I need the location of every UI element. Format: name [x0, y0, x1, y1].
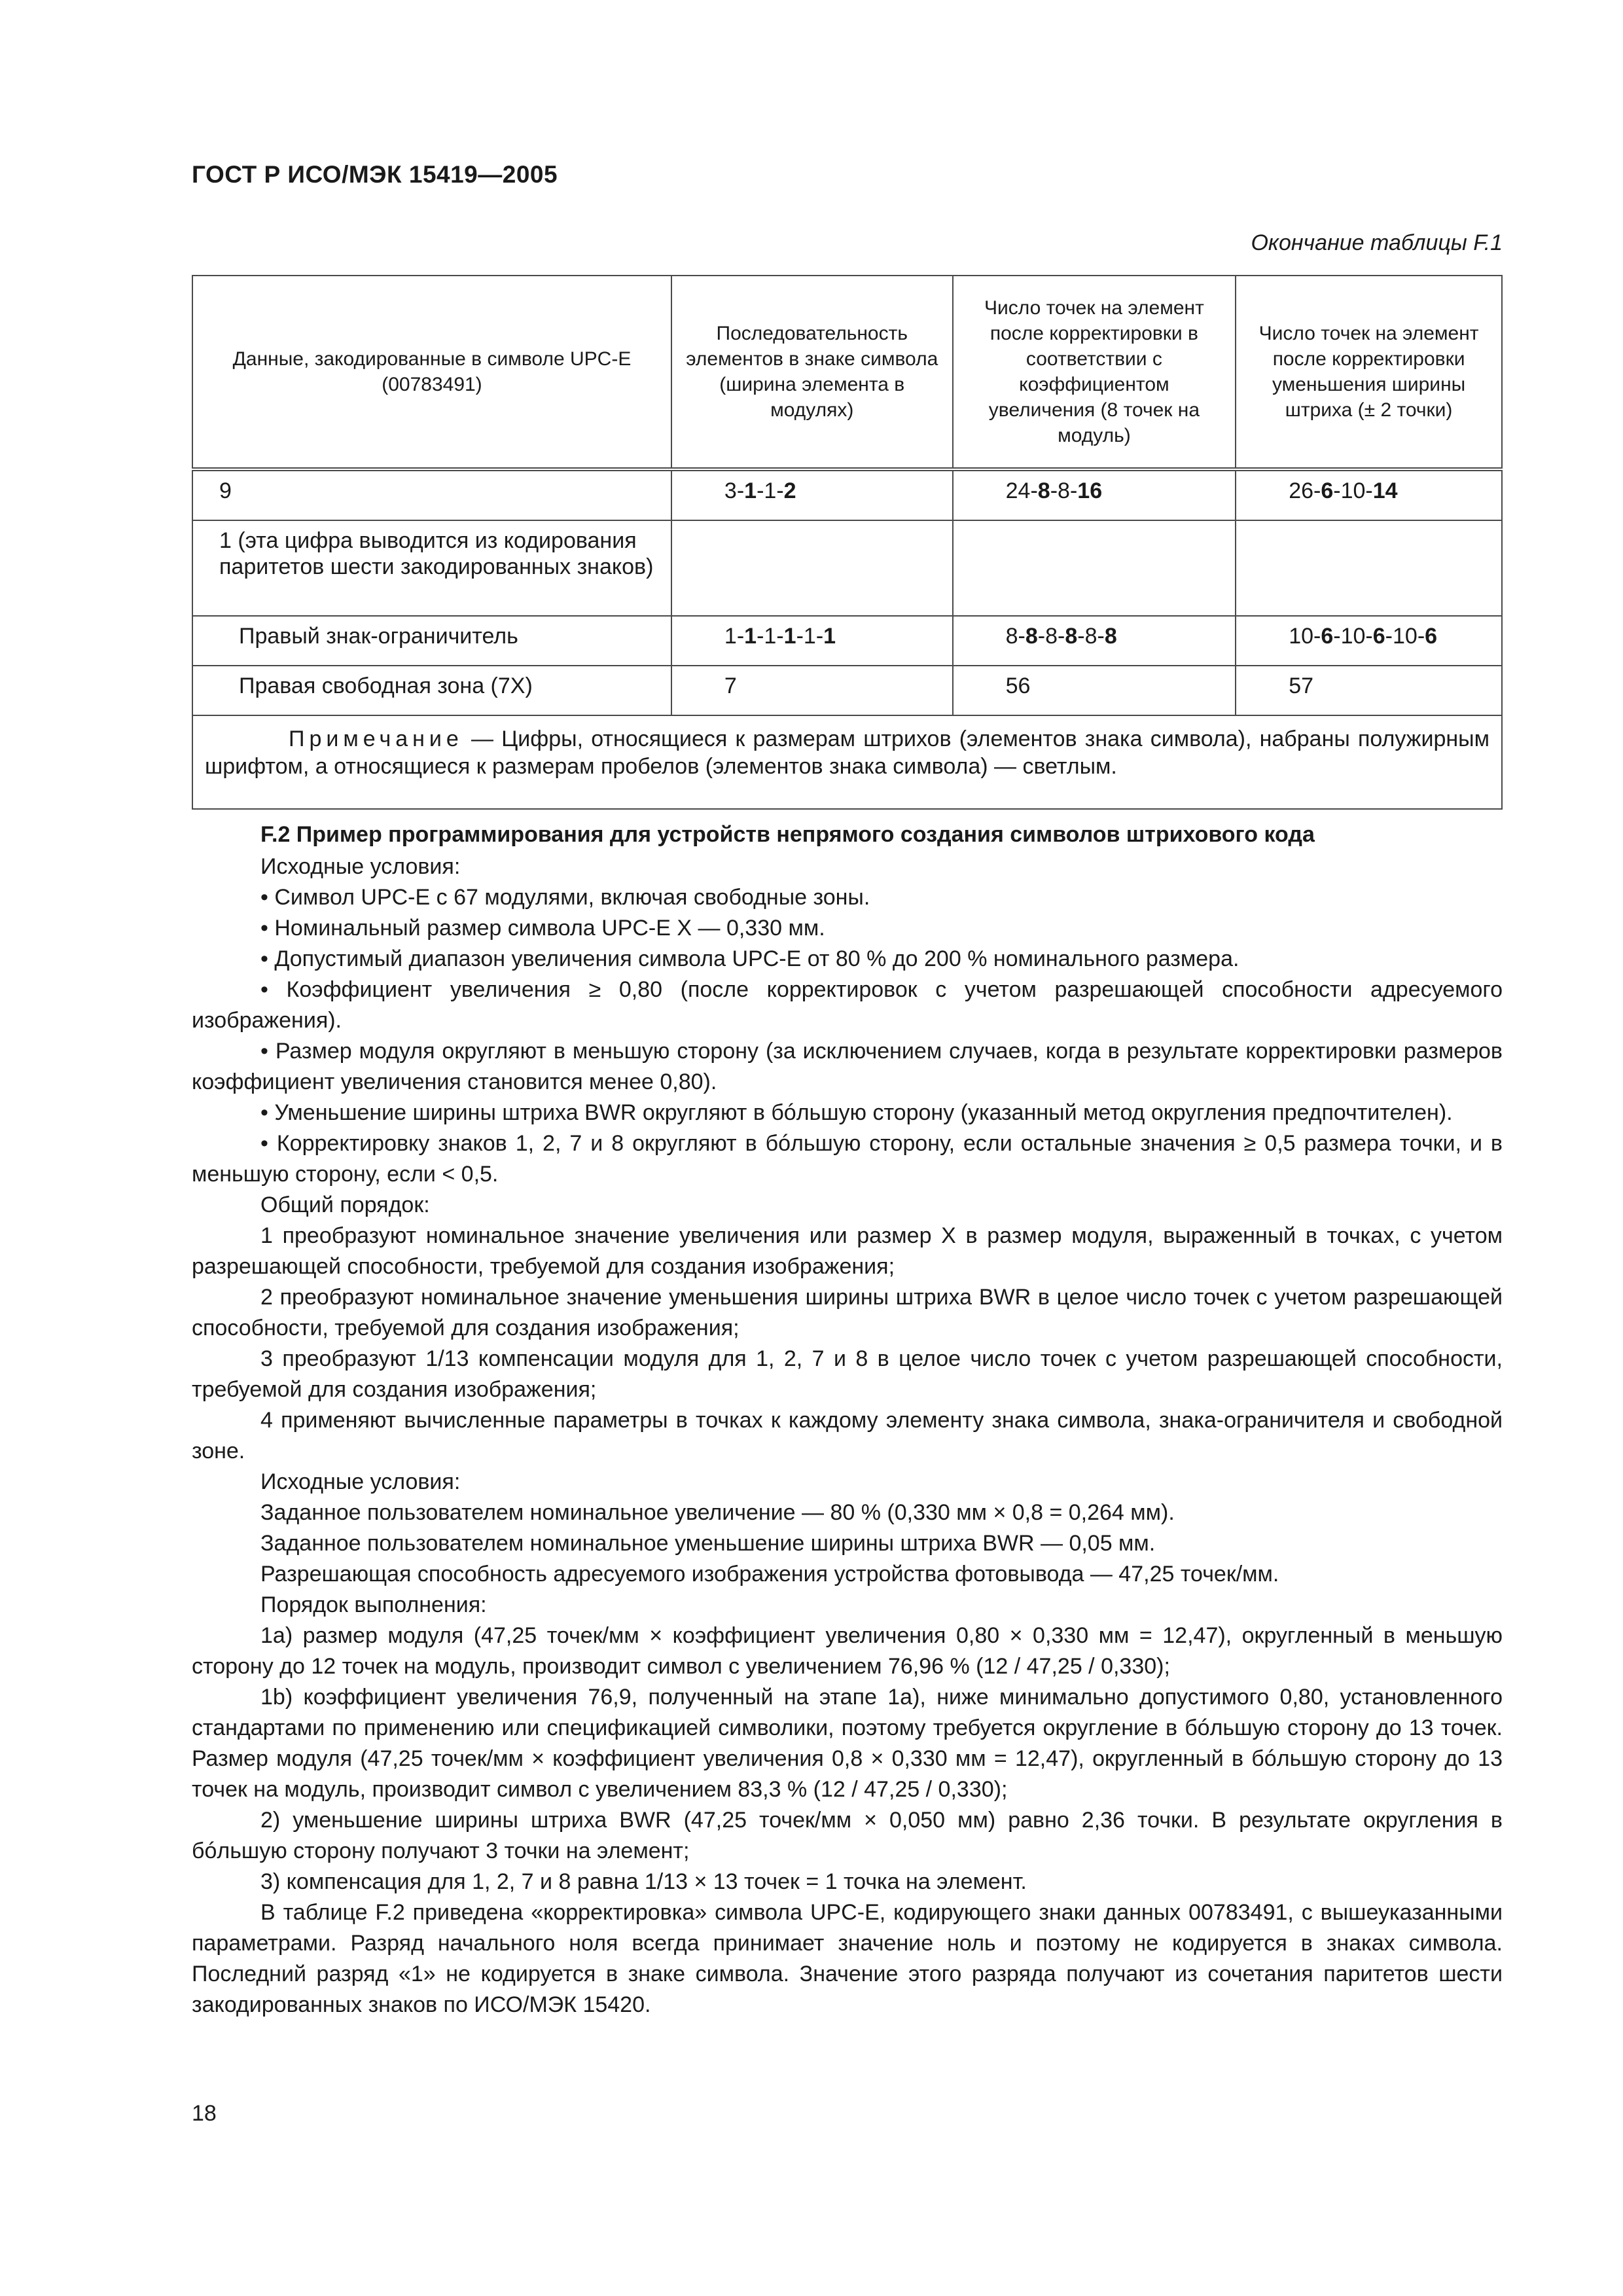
space-value: 1	[764, 478, 777, 503]
bar-value: 6	[1321, 478, 1334, 503]
paragraph: Заданное пользователем номинальное уменьшение ширины штриха BWR — 0,05 мм.	[260, 1531, 1156, 1556]
bar-value: 16	[1077, 478, 1103, 503]
space-value: 8	[1058, 478, 1070, 503]
table-cell: Правая свободная зона (7X)	[192, 666, 671, 715]
table-cell	[953, 520, 1236, 616]
list-item: 1 преобразуют номинальное значение увеличения или размер X в размер модуля, выраженный в точках, с учетом разрешающей способности, требуемой для создания изображения;	[192, 1223, 1503, 1279]
space-value: 10	[1340, 624, 1366, 649]
bar-value: 8	[1065, 624, 1078, 649]
bar-value: 8	[1025, 624, 1038, 649]
space-value: 8	[1045, 624, 1058, 649]
paragraph: Заданное пользователем номинальное увеличение — 80 % (0,330 мм × 0,8 = 0,264 мм).	[260, 1500, 1175, 1525]
space-value: 26	[1289, 478, 1314, 503]
table-cell	[1236, 520, 1502, 616]
bar-value: 1	[744, 478, 757, 503]
space-value: 10	[1393, 624, 1418, 649]
table-cell: 26-6-10-14	[1236, 469, 1502, 520]
section-title: F.2 Пример программирования для устройств непрямого создания символов штрихового кода	[260, 822, 1315, 847]
table-cell: 57	[1236, 666, 1502, 715]
space-value: 1	[724, 624, 737, 649]
bullet-item: • Номинальный размер символа UPC-E X — 0,330 мм.	[260, 916, 825, 941]
table-cell: 1-1-1-1-1-1	[671, 616, 953, 666]
bullet-item: • Корректировку знаков 1, 2, 7 и 8 округляют в бóльшую сторону, если остальные значения ≥ 0,5 размера точки, и в меньшую сторону, если < 0,5.	[192, 1131, 1503, 1187]
table-note	[192, 715, 1502, 809]
list-item: 4 применяют вычисленные параметры в точках к каждому элементу знака символа, знака-ограничителя и свободной зоне.	[192, 1408, 1503, 1463]
paragraph: Разрешающая способность адресуемого изображения устройства фотовывода — 47,25 точек/мм.	[260, 1562, 1279, 1587]
paragraph: В таблице F.2 приведена «корректировка» символа UPC-E, кодирующего знаки данных 00783491, с вышеуказанными параметрами. Разряд начального ноля всегда принимает значение ноль и поэтому не кодируется в знаках символа. Последний разряд «1» не кодируется в знаке символа. Значение этого разряда получают из сочетания паритетов шести закодированных знаков по ИСО/МЭК 15420.	[192, 1900, 1503, 2017]
table-cell: Правый знак-ограничитель	[192, 616, 671, 666]
bullet-item: • Символ UPC-E с 67 модулями, включая свободные зоны.	[260, 885, 870, 910]
table-cell: 7	[671, 666, 953, 715]
paragraph: Исходные условия:	[260, 854, 461, 879]
paragraph: Общий порядок:	[260, 1193, 430, 1217]
bar-value: 1	[744, 624, 757, 649]
table-cell: 24-8-8-16	[953, 469, 1236, 520]
table-header-row	[192, 276, 1502, 469]
column-header: Число точек на элемент после корректировки в соответствии с коэффициентом увеличения (8 точек на модуль)	[953, 276, 1236, 469]
space-value: 24	[1005, 478, 1031, 503]
bar-value: 1	[823, 624, 836, 649]
table-cell: 3-1-1-2	[671, 469, 953, 520]
column-header: Последовательность элементов в знаке символа (ширина элемента в модулях)	[671, 276, 953, 469]
table-row	[192, 520, 1502, 616]
table-f1	[192, 275, 1503, 810]
space-value: 10	[1340, 478, 1366, 503]
bar-value: 6	[1321, 624, 1334, 649]
bullet-item: • Размер модуля округляют в меньшую сторону (за исключением случаев, когда в результате корректировки размеров коэффициент увеличения становится менее 0,80).	[192, 1039, 1503, 1094]
table-caption: Окончание таблицы F.1	[1251, 230, 1503, 255]
space-value: 8	[1084, 624, 1097, 649]
table-cell: 1 (эта цифра выводится из кодирования паритетов шести закодированных знаков)	[192, 520, 671, 616]
table-row	[192, 469, 1502, 520]
list-item: 1b) коэффициент увеличения 76,9, полученный на этапе 1a), ниже минимально допустимого 0,80, установленного стандартами по применению или спецификацией символики, поэтому требуется округление в бóльшую сторону до 13 точек. Размер модуля (47,25 точек/мм × коэффициент увеличения 0,8 × 0,330 мм = 12,47), округленный в бóльшую сторону до 13 точек на модуль, производит символ с увеличением 83,3 % (12 / 47,25 / 0,330);	[192, 1685, 1503, 1802]
note-label: Примечание	[289, 726, 463, 751]
list-item: 1a) размер модуля (47,25 точек/мм × коэффициент увеличения 0,80 × 0,330 мм = 12,47), округленный в меньшую сторону до 12 точек на модуль, производит символ с увеличением 76,96 % (12 / 47,25 / 0,330);	[192, 1623, 1503, 1679]
bullet-item: • Коэффициент увеличения ≥ 0,80 (после корректировок с учетом разрешающей способности адресуемого изображения).	[192, 977, 1503, 1033]
table-cell: 10-6-10-6-10-6	[1236, 616, 1502, 666]
space-value: 8	[1005, 624, 1018, 649]
bar-value: 14	[1372, 478, 1398, 503]
list-item: 2) уменьшение ширины штриха BWR (47,25 точек/мм × 0,050 мм) равно 2,36 точки. В результате округления в бóльшую сторону получают 3 точки на элемент;	[192, 1808, 1503, 1863]
bar-value: 1	[783, 624, 796, 649]
document-header: ГОСТ Р ИСО/МЭК 15419—2005	[192, 161, 558, 188]
table-row	[192, 666, 1502, 715]
bar-value: 2	[783, 478, 796, 503]
table-row	[192, 616, 1502, 666]
bullet-item: • Уменьшение ширины штриха BWR округляют в бóльшую сторону (указанный метод округления предпочтителен).	[260, 1100, 1453, 1125]
page-number: 18	[192, 2101, 217, 2126]
table-note-row	[192, 715, 1502, 809]
table-cell	[671, 520, 953, 616]
document-page	[192, 0, 1503, 2296]
bar-value: 8	[1104, 624, 1117, 649]
bar-value: 8	[1037, 478, 1050, 503]
space-value: 10	[1289, 624, 1314, 649]
column-header: Число точек на элемент после корректировки уменьшения ширины штриха (± 2 точки)	[1236, 276, 1502, 469]
space-value: 3	[724, 478, 737, 503]
bar-value: 6	[1425, 624, 1438, 649]
space-value: 1	[803, 624, 816, 649]
list-item: 3) компенсация для 1, 2, 7 и 8 равна 1/13 × 13 точек = 1 точка на элемент.	[260, 1869, 1027, 1894]
paragraph: Порядок выполнения:	[260, 1592, 487, 1617]
bar-value: 6	[1372, 624, 1385, 649]
bullet-item: • Допустимый диапазон увеличения символа UPC-E от 80 % до 200 % номинального размера.	[260, 946, 1240, 971]
note-text: — Цифры, относящиеся к размерам штрихов (элементов знака символа), набраны полужирным шрифтом, а относящиеся к размерам пробелов (элементов знака символа) — светлым.	[205, 726, 1489, 779]
list-item: 2 преобразуют номинальное значение уменьшения ширины штриха BWR в целое число точек с учетом разрешающей способности, требуемой для создания изображения;	[192, 1285, 1503, 1340]
paragraph: Исходные условия:	[260, 1469, 461, 1494]
table-cell: 9	[192, 469, 671, 520]
space-value: 1	[764, 624, 777, 649]
list-item: 3 преобразуют 1/13 компенсации модуля для 1, 2, 7 и 8 в целое число точек с учетом разрешающей способности, требуемой для создания изображения;	[192, 1346, 1503, 1402]
table-cell: 8-8-8-8-8-8	[953, 616, 1236, 666]
column-header: Данные, закодированные в символе UPC-E (00783491)	[192, 276, 671, 469]
section-f2	[192, 819, 1503, 2020]
table-cell: 56	[953, 666, 1236, 715]
